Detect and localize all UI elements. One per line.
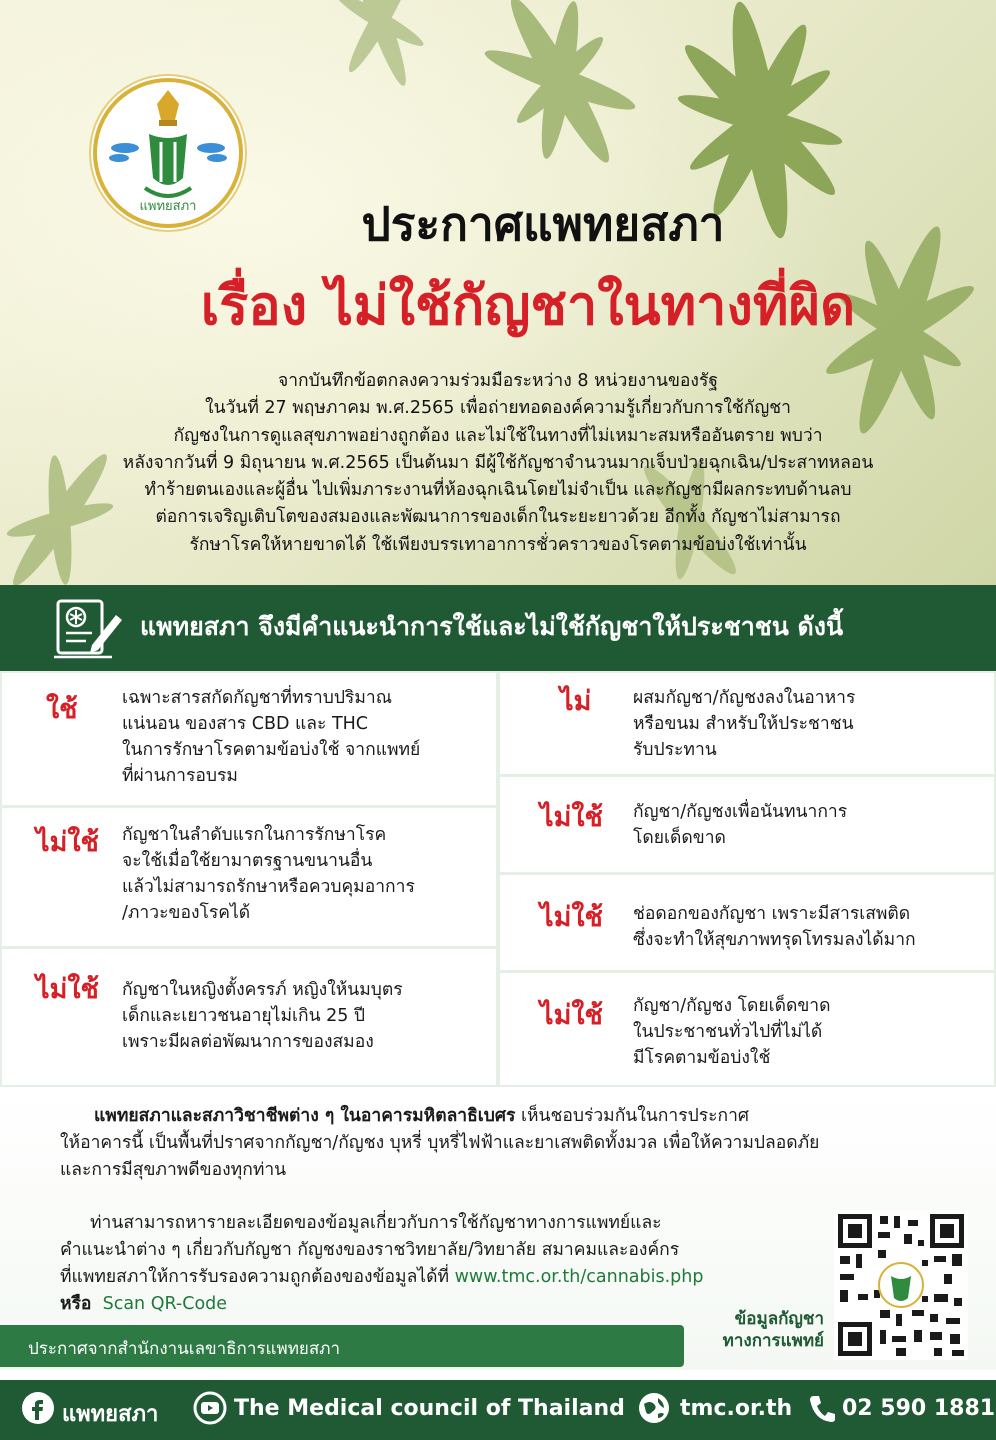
text-line: เฉพาะสารสกัดกัญชาที่ทราบปริมาณ: [122, 688, 392, 708]
recommendation-tag: ไม่ใช้: [36, 974, 99, 1005]
intro-line: ในวันที่ 27 พฤษภาคม พ.ศ.2565 เพื่อถ่ายทอดองค์ความรู้เกี่ยวกับการใช้กัญชา: [205, 398, 791, 419]
text-line: รับประทาน: [633, 740, 717, 760]
recommendation-tag: ไม่ใช้: [540, 1000, 603, 1031]
recommendation-item: [2, 808, 496, 946]
intro-line: หลังจากวันที่ 9 มิถุนายน พ.ศ.2565 เป็นต้นมา มีผู้ใช้กัญชาจำนวนมากเจ็บป่วยฉุกเฉิน/ประสาทหลอน: [122, 452, 874, 473]
intro-line: ทำร้ายตนเองและผู้อื่น ไปเพิ่มภาระงานที่ห้องฉุกเฉินโดยไม่จำเป็น และกัญชามีผลกระทบด้านลบ: [144, 480, 852, 501]
scan-qr-label: Scan QR-Code: [102, 1294, 228, 1314]
banner-text: แพทยสภา จึงมีคำแนะนำการใช้และไม่ใช้กัญชาให้ประชาชน ดังนี้: [140, 612, 844, 641]
recommendation-tag: ไม่ใช้: [540, 902, 603, 933]
text-line: แล้วไม่สามารถรักษาหรือควบคุมอาการ: [122, 877, 415, 897]
globe-icon[interactable]: [636, 1390, 672, 1426]
recommendation-text: [633, 993, 830, 1071]
or-label: หรือ: [60, 1294, 92, 1314]
recommendation-item: [2, 949, 496, 1085]
qr-caption-line: ทางการแพทย์: [722, 1331, 824, 1351]
youtube-icon[interactable]: [192, 1390, 228, 1426]
facebook-icon[interactable]: [20, 1390, 56, 1426]
announcement-line: และการมีสุขภาพดีของทุกท่าน: [60, 1160, 287, 1180]
logo-text: แพทยสภา: [139, 199, 197, 214]
text-line: กัญชา/กัญชงเพื่อนันทนาการ: [633, 802, 848, 822]
footer-facebook-label[interactable]: แพทยสภา: [62, 1402, 159, 1427]
recommendation-item: [500, 875, 994, 970]
recommendation-tag: ไม่ใช้: [540, 802, 603, 833]
document-pen-icon: [52, 595, 124, 661]
intro-line: รักษาโรคให้หายขาดได้ ใช้เพียงบรรเทาอาการชั่วคราวของโรคตามข้อบ่งใช้เท่านั้น: [189, 534, 807, 555]
footer-youtube-label[interactable]: The Medical council of Thailand: [234, 1396, 625, 1421]
text-line: ผสมกัญชา/กัญชงลงในอาหาร: [633, 688, 856, 708]
recommendation-text: [633, 685, 855, 763]
text-line: มีโรคตามข้อบ่งใช้: [633, 1048, 771, 1068]
text-line: ในการรักษาโรคตามข้อบ่งใช้ จากแพทย์: [122, 740, 421, 760]
info-line: ที่แพทยสภาให้การรับรองความถูกต้องของข้อมูลได้ที่: [60, 1267, 455, 1287]
recommendation-text: [122, 977, 403, 1055]
info-paragraph: [60, 1210, 820, 1318]
text-line: ที่ผ่านการอบรม: [122, 766, 238, 786]
announcement-bold: แพทยสภาและสภาวิชาชีพต่าง ๆ ในอาคารมหิตลาธิเบศร: [94, 1106, 516, 1126]
recommendation-text: [633, 901, 916, 953]
announcement-line: ให้อาคารนี้ เป็นพื้นที่ปราศจากกัญชา/กัญชง บุหรี่ บุหรี่ไฟฟ้าและยาเสพติดทั้งมวล เพื่อให้ความปลอดภัย: [60, 1133, 820, 1153]
text-line: แน่นอน ของสาร CBD และ THC: [122, 714, 369, 734]
text-line: กัญชา/กัญชง โดยเด็ดขาด: [633, 996, 831, 1016]
text-line: ช่อดอกของกัญชา เพราะมีสารเสพติด: [633, 904, 911, 924]
qr-code-icon: [834, 1210, 968, 1360]
recommendation-tag: ไม่: [560, 686, 592, 717]
qr-caption: [684, 1308, 824, 1352]
footer-website-label[interactable]: tmc.or.th: [680, 1396, 793, 1421]
recommendation-tag: ไม่ใช้: [36, 827, 99, 858]
recommendation-item: [2, 673, 496, 805]
intro-line: จากบันทึกข้อตกลงความร่วมมือระหว่าง 8 หน่วยงานของรัฐ: [277, 371, 719, 391]
info-line: คำแนะนำต่าง ๆ เกี่ยวกับกัญชา กัญชงของราชวิทยาลัย/วิทยาลัย สมาคมและองค์กร: [60, 1240, 680, 1260]
recommendation-text: [122, 685, 420, 789]
text-line: เพราะมีผลต่อพัฒนาการของสมอง: [122, 1032, 374, 1052]
text-line: เด็กและเยาวชนอายุไม่เกิน 25 ปี: [122, 1006, 366, 1026]
text-line: หรือขนม สำหรับให้ประชาชน: [633, 714, 854, 734]
phone-icon[interactable]: [804, 1390, 840, 1426]
page-subtitle: เรื่อง ไม่ใช้กัญชาในทางที่ผิด: [200, 274, 856, 337]
qr-caption-line: ข้อมูลกัญชา: [734, 1309, 824, 1329]
text-line: โดยเด็ดขาด: [633, 828, 726, 848]
footer-phone-label[interactable]: 02 590 1881: [842, 1396, 996, 1421]
office-text: ประกาศจากสำนักงานเลขาธิการแพทยสภา: [28, 1339, 340, 1359]
text-line: ในประชาชนทั่วไปที่ไม่ได้: [633, 1022, 823, 1042]
recommendation-banner: [0, 585, 996, 671]
recommendation-item: [500, 673, 994, 774]
info-line: ท่านสามารถหารายละเอียดของข้อมูลเกี่ยวกับการใช้กัญชาทางการแพทย์และ: [90, 1213, 662, 1233]
recommendation-item: [500, 777, 994, 872]
text-line: กัญชาในหญิงตั้งครรภ์ หญิงให้นมบุตร: [122, 980, 403, 1000]
recommendation-text: [633, 799, 847, 851]
recommendation-text: [122, 822, 415, 926]
text-line: กัญชาในลำดับแรกในการรักษาโรค: [122, 825, 387, 845]
intro-line: ต่อการเจริญเติบโตของสมองและพัฒนาการของเด็กในระยะยาวด้วย อีกทั้ง กัญชาไม่สามารถ: [155, 507, 841, 528]
intro-line: กัญชงในการดูแลสุขภาพอย่างถูกต้อง และไม่ใช้ในทางที่ไม่เหมาะสมหรืออันตราย พบว่า: [173, 425, 823, 446]
recommendation-item: [500, 973, 994, 1085]
text-line: ซึ่งจะทำให้สุขภาพทรุดโทรมลงได้มาก: [633, 930, 916, 950]
recommendation-tag: ใช้: [46, 694, 78, 725]
building-announcement: [60, 1103, 960, 1184]
intro-paragraph: [40, 368, 956, 559]
text-line: /ภาวะของโรคได้: [122, 903, 251, 923]
text-line: จะใช้เมื่อใช้ยามาตรฐานขนานอื่น: [122, 851, 373, 871]
page-title: ประกาศแพทยสภา: [361, 197, 725, 251]
announcement-text: เห็นชอบร่วมกันในการประกาศ: [515, 1106, 750, 1126]
qr-code[interactable]: [834, 1210, 968, 1360]
cannabis-info-link[interactable]: www.tmc.or.th/cannabis.php: [454, 1267, 704, 1287]
header-section: [0, 0, 996, 585]
